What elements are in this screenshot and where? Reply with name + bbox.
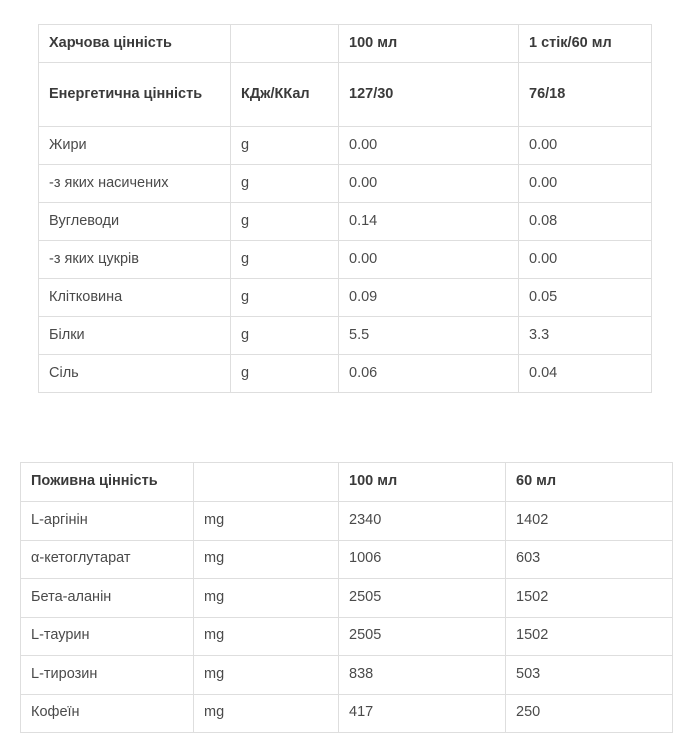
table-row <box>21 694 673 733</box>
cell-ingredient-name: L-аргінін <box>21 502 194 541</box>
cell-value-100ml: 838 <box>339 656 506 695</box>
column-header-per-100ml: 100 мл <box>339 25 519 63</box>
table-row <box>21 656 673 695</box>
cell-value-60ml: 250 <box>506 694 673 733</box>
cell-nutrient-name: Жири <box>39 127 231 165</box>
column-header-nutrient: Харчова цінність <box>39 25 231 63</box>
cell-value-60ml: 1502 <box>506 617 673 656</box>
cell-nutrient-name: Енергетична цінність <box>39 63 231 127</box>
column-header-per-stick: 1 стік/60 мл <box>519 25 652 63</box>
active-ingredients-table <box>20 462 673 733</box>
table-row <box>21 502 673 541</box>
table-row <box>39 203 652 241</box>
cell-unit: mg <box>194 617 339 656</box>
cell-unit: mg <box>194 502 339 541</box>
cell-value-stick: 0.00 <box>519 165 652 203</box>
cell-value-60ml: 603 <box>506 540 673 579</box>
table-row <box>21 579 673 618</box>
cell-nutrient-name: Сіль <box>39 355 231 393</box>
cell-unit: mg <box>194 579 339 618</box>
cell-value-100ml: 417 <box>339 694 506 733</box>
table-row <box>39 63 652 127</box>
cell-ingredient-name: Кофеїн <box>21 694 194 733</box>
cell-value-stick: 0.05 <box>519 279 652 317</box>
cell-value-100ml: 127/30 <box>339 63 519 127</box>
cell-ingredient-name: α-кетоглутарат <box>21 540 194 579</box>
table-row <box>39 279 652 317</box>
cell-value-100ml: 0.00 <box>339 241 519 279</box>
column-header-unit <box>194 463 339 502</box>
cell-ingredient-name: Бета-аланін <box>21 579 194 618</box>
cell-value-stick: 0.00 <box>519 241 652 279</box>
cell-nutrient-name: Клітковина <box>39 279 231 317</box>
column-header-unit <box>231 25 339 63</box>
cell-unit: g <box>231 279 339 317</box>
cell-unit: mg <box>194 656 339 695</box>
table-row <box>21 540 673 579</box>
cell-nutrient-name: -з яких насичених <box>39 165 231 203</box>
cell-unit: g <box>231 127 339 165</box>
cell-unit: g <box>231 203 339 241</box>
table-row <box>39 127 652 165</box>
cell-value-100ml: 0.09 <box>339 279 519 317</box>
table-row <box>39 165 652 203</box>
cell-value-100ml: 0.00 <box>339 165 519 203</box>
cell-value-100ml: 5.5 <box>339 317 519 355</box>
cell-value-60ml: 1502 <box>506 579 673 618</box>
cell-unit: g <box>231 241 339 279</box>
table-row <box>39 355 652 393</box>
cell-value-100ml: 0.06 <box>339 355 519 393</box>
cell-unit: g <box>231 317 339 355</box>
column-header-ingredient: Поживна цінність <box>21 463 194 502</box>
cell-value-100ml: 2505 <box>339 579 506 618</box>
cell-value-stick: 0.00 <box>519 127 652 165</box>
table-row <box>39 317 652 355</box>
cell-unit: g <box>231 355 339 393</box>
cell-value-stick: 3.3 <box>519 317 652 355</box>
cell-value-stick: 0.04 <box>519 355 652 393</box>
cell-unit: g <box>231 165 339 203</box>
cell-value-100ml: 0.00 <box>339 127 519 165</box>
table-header-row <box>21 463 673 502</box>
cell-unit: КДж/ККал <box>231 63 339 127</box>
cell-value-100ml: 2340 <box>339 502 506 541</box>
cell-nutrient-name: Білки <box>39 317 231 355</box>
table-row <box>39 241 652 279</box>
cell-nutrient-name: -з яких цукрів <box>39 241 231 279</box>
cell-unit: mg <box>194 694 339 733</box>
cell-value-60ml: 503 <box>506 656 673 695</box>
cell-unit: mg <box>194 540 339 579</box>
cell-value-stick: 76/18 <box>519 63 652 127</box>
column-header-per-60ml: 60 мл <box>506 463 673 502</box>
cell-ingredient-name: L-тирозин <box>21 656 194 695</box>
cell-value-100ml: 2505 <box>339 617 506 656</box>
table-header-row <box>39 25 652 63</box>
table-row <box>21 617 673 656</box>
cell-value-60ml: 1402 <box>506 502 673 541</box>
cell-nutrient-name: Вуглеводи <box>39 203 231 241</box>
column-header-per-100ml: 100 мл <box>339 463 506 502</box>
cell-value-100ml: 0.14 <box>339 203 519 241</box>
cell-value-stick: 0.08 <box>519 203 652 241</box>
cell-ingredient-name: L-таурин <box>21 617 194 656</box>
nutrition-value-table <box>38 24 652 393</box>
cell-value-100ml: 1006 <box>339 540 506 579</box>
